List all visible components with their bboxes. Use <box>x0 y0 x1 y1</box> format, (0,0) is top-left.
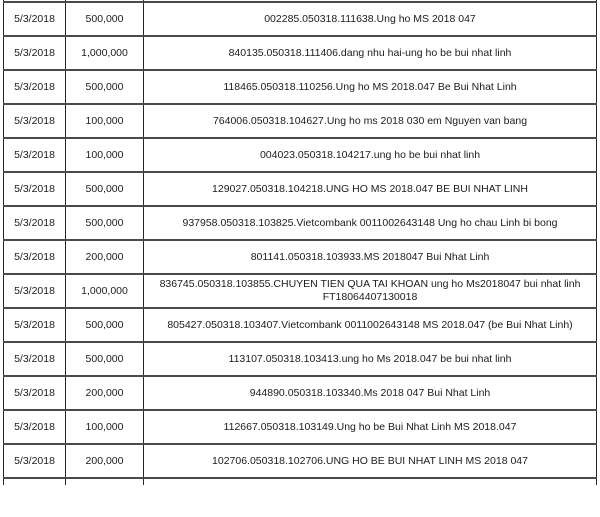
date-cell: 5/3/2018 <box>4 444 66 478</box>
description-cell: 764006.050318.104627.Ung ho ms 2018 030 em Nguyen van bang <box>144 104 597 138</box>
date-cell: 5/3/2018 <box>4 2 66 36</box>
description-cell: 002285.050318.111638.Ung ho MS 2018 047 <box>144 2 597 36</box>
table-row <box>4 70 597 104</box>
table-row <box>4 444 597 478</box>
date-cell: 5/3/2018 <box>4 206 66 240</box>
description-cell: 840135.050318.111406.dang nhu hai-ung ho be bui nhat linh <box>144 36 597 70</box>
partial-row-bottom <box>4 478 597 485</box>
description-cell: 944890.050318.103340.Ms 2018 047 Bui Nhat Linh <box>144 376 597 410</box>
partial-amount-cell <box>66 478 144 485</box>
date-cell: 5/3/2018 <box>4 342 66 376</box>
amount-cell: 100,000 <box>66 138 144 172</box>
amount-cell: 200,000 <box>66 444 144 478</box>
description-cell: 836745.050318.103855.CHUYEN TIEN QUA TAI KHOAN ung ho Ms2018047 bui nhat linh FT18064407130018 <box>144 274 597 308</box>
amount-cell: 200,000 <box>66 376 144 410</box>
table-body <box>4 0 597 485</box>
table-row <box>4 410 597 444</box>
partial-description-cell <box>144 478 597 485</box>
date-cell: 5/3/2018 <box>4 274 66 308</box>
amount-cell: 500,000 <box>66 172 144 206</box>
description-cell: 113107.050318.103413.ung ho Ms 2018.047 be bui nhat linh <box>144 342 597 376</box>
amount-cell: 500,000 <box>66 2 144 36</box>
date-cell: 5/3/2018 <box>4 410 66 444</box>
description-cell: 112667.050318.103149.Ung ho be Bui Nhat Linh MS 2018.047 <box>144 410 597 444</box>
amount-cell: 500,000 <box>66 206 144 240</box>
date-cell: 5/3/2018 <box>4 104 66 138</box>
table-row <box>4 172 597 206</box>
transaction-table <box>3 0 597 485</box>
description-cell: 118465.050318.110256.Ung ho MS 2018.047 Be Bui Nhat Linh <box>144 70 597 104</box>
table-row <box>4 36 597 70</box>
table-row <box>4 240 597 274</box>
description-cell: 801141.050318.103933.MS 2018047 Bui Nhat Linh <box>144 240 597 274</box>
amount-cell: 200,000 <box>66 240 144 274</box>
amount-cell: 100,000 <box>66 410 144 444</box>
date-cell: 5/3/2018 <box>4 138 66 172</box>
description-cell: 937958.050318.103825.Vietcombank 0011002643148 Ung ho chau Linh bi bong <box>144 206 597 240</box>
description-cell: 129027.050318.104218.UNG HO MS 2018.047 BE BUI NHAT LINH <box>144 172 597 206</box>
table-row <box>4 376 597 410</box>
amount-cell: 1,000,000 <box>66 274 144 308</box>
amount-cell: 500,000 <box>66 342 144 376</box>
date-cell: 5/3/2018 <box>4 308 66 342</box>
table-row <box>4 206 597 240</box>
description-cell: 102706.050318.102706.UNG HO BE BUI NHAT LINH MS 2018 047 <box>144 444 597 478</box>
description-cell: 805427.050318.103407.Vietcombank 0011002643148 MS 2018.047 (be Bui Nhat Linh) <box>144 308 597 342</box>
date-cell: 5/3/2018 <box>4 70 66 104</box>
amount-cell: 500,000 <box>66 308 144 342</box>
amount-cell: 1,000,000 <box>66 36 144 70</box>
date-cell: 5/3/2018 <box>4 36 66 70</box>
amount-cell: 500,000 <box>66 70 144 104</box>
table-row <box>4 274 597 308</box>
table-row <box>4 342 597 376</box>
table-row <box>4 2 597 36</box>
table-row <box>4 104 597 138</box>
amount-cell: 100,000 <box>66 104 144 138</box>
table-row <box>4 138 597 172</box>
partial-date-cell <box>4 478 66 485</box>
date-cell: 5/3/2018 <box>4 172 66 206</box>
date-cell: 5/3/2018 <box>4 376 66 410</box>
description-cell: 004023.050318.104217.ung ho be bui nhat linh <box>144 138 597 172</box>
date-cell: 5/3/2018 <box>4 240 66 274</box>
table-row <box>4 308 597 342</box>
